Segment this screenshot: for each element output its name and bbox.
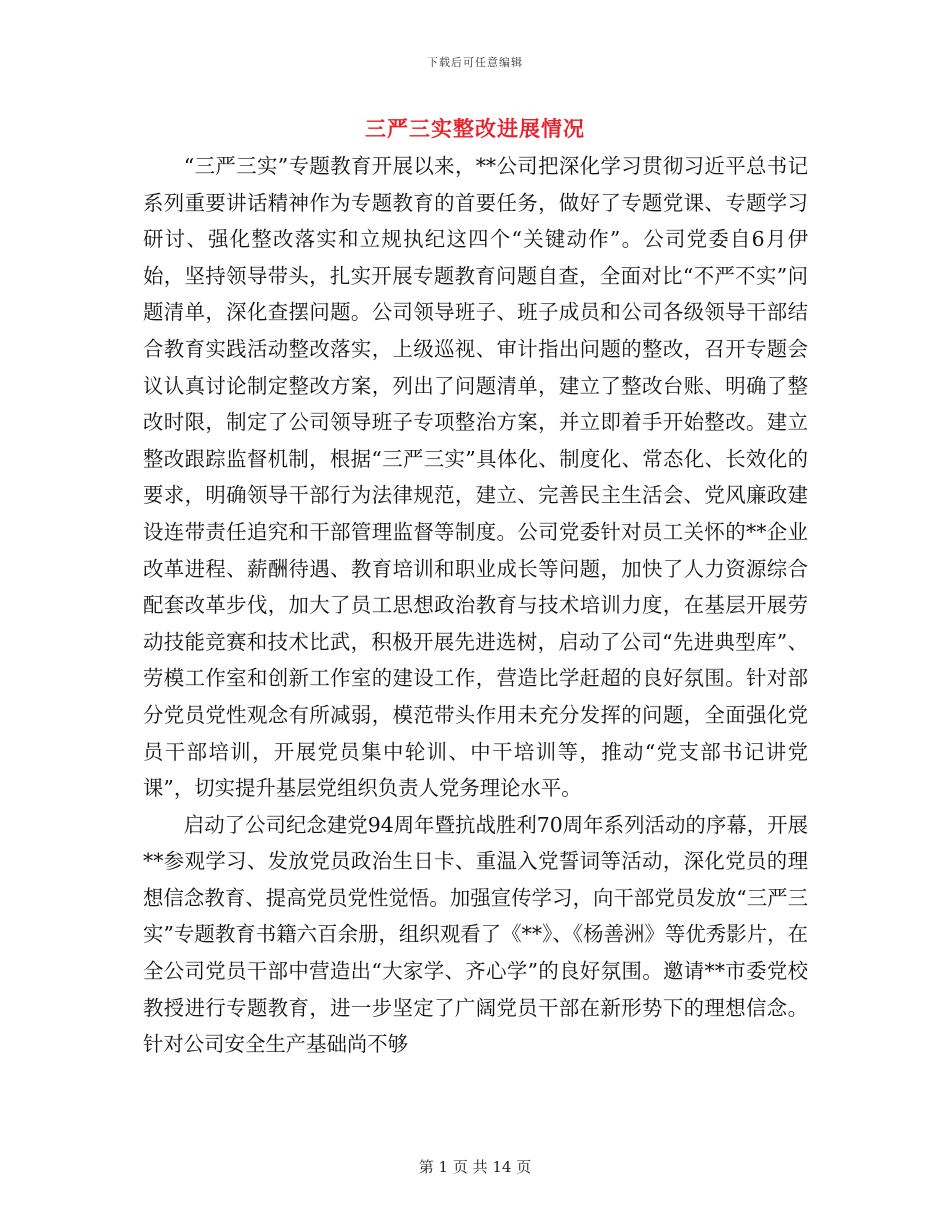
document-title: 三严三实整改进展情况	[365, 116, 585, 141]
page-number: 第 1 页 共 14 页	[418, 1158, 532, 1176]
header-note: 下载后可任意编辑	[427, 56, 523, 69]
paragraph: “三严三实”专题教育开展以来，**公司把深化学习贯彻习近平总书记系列重要讲话精神作为专题教育的首要任务，做好了专题党课、专题学习研讨、强化整改落实和立规执纪这四个“关键动作”。公司党委自6月伊始，坚持领导带头，扎实开展专题教育问题自查，全面对比“不严不实”问题清单，深化查摆问题。公司领导班子、班子成员和公司各级领导干部结合教育实践活动整改落实，上级巡视、审计指出问题的整改，召开专题会议认真讨论制定整改方案，列出了问题清单，建立了整改台账、明确了整改时限，制定了公司领导班子专项整治方案，并立即着手开始整改。建立整改跟踪监督机制，根据“三严三实”具体化、制度化、常态化、长效化的要求，明确领导干部行为法律规范，建立、完善民主生活会、党风廉政建设连带责任追究和干部管理监督等制度。公司党委针对员工关怀的**企业改革进程、薪酬待遇、教育培训和职业成长等问题，加快了人力资源综合配套改革步伐，加大了员工思想政治教育与技术培训力度，在基层开展劳动技能竞赛和技术比武，积极开展先进选树，启动了公司“先进典型库”、劳模工作室和创新工作室的建设工作，营造比学赶超的良好氛围。针对部分党员党性观念有所减弱，模范带头作用未充分发挥的问题，全面强化党员干部培训，开展党员集中轮训、中干培训等，推动“党支部书记讲党课”，切实提升基层党组织负责人党务理论水平。	[143, 154, 808, 801]
document-body	[143, 148, 808, 1063]
paragraph: 启动了公司纪念建党94周年暨抗战胜利70周年系列活动的序幕，开展**参观学习、发放党员政治生日卡、重温入党誓词等活动，深化党员的理想信念教育、提高党员党性觉悟。加强宣传学习，向干部党员发放“三严三实”专题教育书籍六百余册，组织观看了《**》、《杨善洲》等优秀影片，在全公司党员干部中营造出“大家学、齐心学”的良好氛围。邀请**市委党校教授进行专题教育，进一步坚定了广阔党员干部在新形势下的理想信念。针对公司安全生产基础尚不够	[143, 812, 808, 1057]
